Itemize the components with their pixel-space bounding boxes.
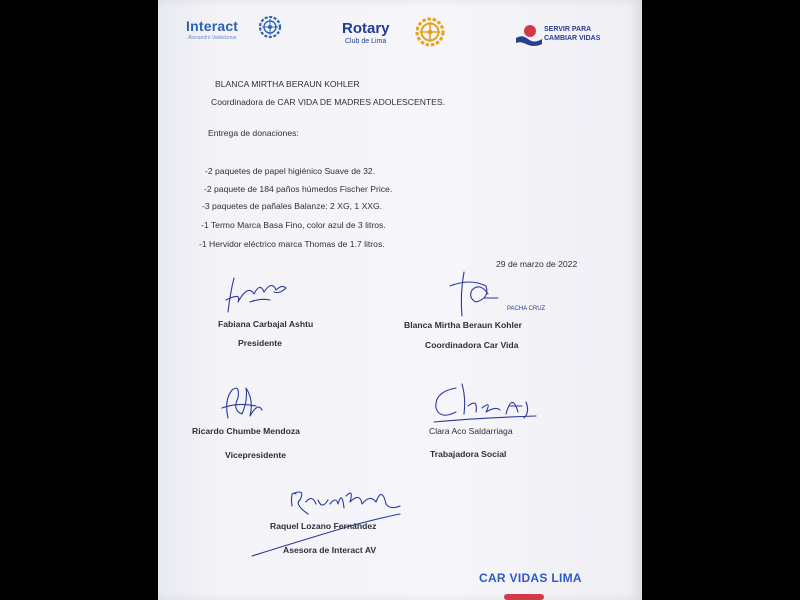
recipient-name: BLANCA MIRTHA BERAUN KOHLER <box>215 79 360 89</box>
signatory-name: Ricardo Chumbe Mendoza <box>192 426 300 436</box>
signatory-title: Presidente <box>238 338 282 348</box>
list-item: -2 paquete de 184 paños húmedos Fischer Price. <box>204 184 393 194</box>
interact-logo-subtitle: Alexandro Valdelomar <box>188 35 237 41</box>
servir-logo-line1: SERVIR PARA <box>544 26 592 33</box>
list-item: -1 Termo Marca Basa Fino, color azul de 3 litros. <box>201 220 386 230</box>
signatory-name: Blanca Mirtha Beraun Kohler <box>404 320 522 330</box>
document-page <box>158 0 642 600</box>
signature-ricardo <box>218 380 268 426</box>
signatory-name: Clara Aco Saldarriaga <box>429 426 513 436</box>
list-item: -2 paquetes de papel higiénico Suave de 32. <box>205 166 376 176</box>
car-vidas-stamp: CAR VIDAS LIMA <box>479 571 582 585</box>
signature-blanca <box>440 268 510 320</box>
servir-logo-line2: CAMBIAR VIDAS <box>544 35 601 42</box>
signature-fabiana <box>220 272 300 320</box>
list-item: -1 Hervidor eléctrico marca Thomas de 1.7 litros. <box>199 239 385 249</box>
rotary-wheel-icon <box>415 17 445 47</box>
rotary-logo-subtitle: Club de Lima <box>345 38 387 45</box>
signatory-title: Asesora de Interact AV <box>283 545 377 555</box>
signatory-title: Vicepresidente <box>225 450 286 460</box>
recipient-role: Coordinadora de CAR VIDA DE MADRES ADOLESCENTES. <box>211 97 446 107</box>
interact-logo-text: Interact <box>186 18 239 34</box>
rotary-wheel-icon <box>258 15 282 39</box>
document-date: 29 de marzo de 2022 <box>496 259 578 269</box>
donation-subject: Entrega de donaciones: <box>208 128 299 138</box>
stamp-accent <box>504 594 544 600</box>
hands-globe-icon <box>514 22 544 48</box>
signature-note: PACHA CRUZ <box>507 306 546 312</box>
signature-clara <box>426 378 546 428</box>
interact-logo <box>186 18 239 41</box>
signatory-name: Fabiana Carbajal Ashtu <box>218 319 314 329</box>
rotary-logo-text: Rotary <box>342 20 390 37</box>
signatory-title: Trabajadora Social <box>430 449 507 459</box>
list-item: -3 paquetes de pañales Balanze: 2 XG, 1 XXG. <box>202 201 383 211</box>
rotary-logo <box>342 20 390 45</box>
signatory-title: Coordinadora Car Vida <box>425 340 519 350</box>
signatory-name: Raquel Lozano Fernández <box>270 521 377 531</box>
